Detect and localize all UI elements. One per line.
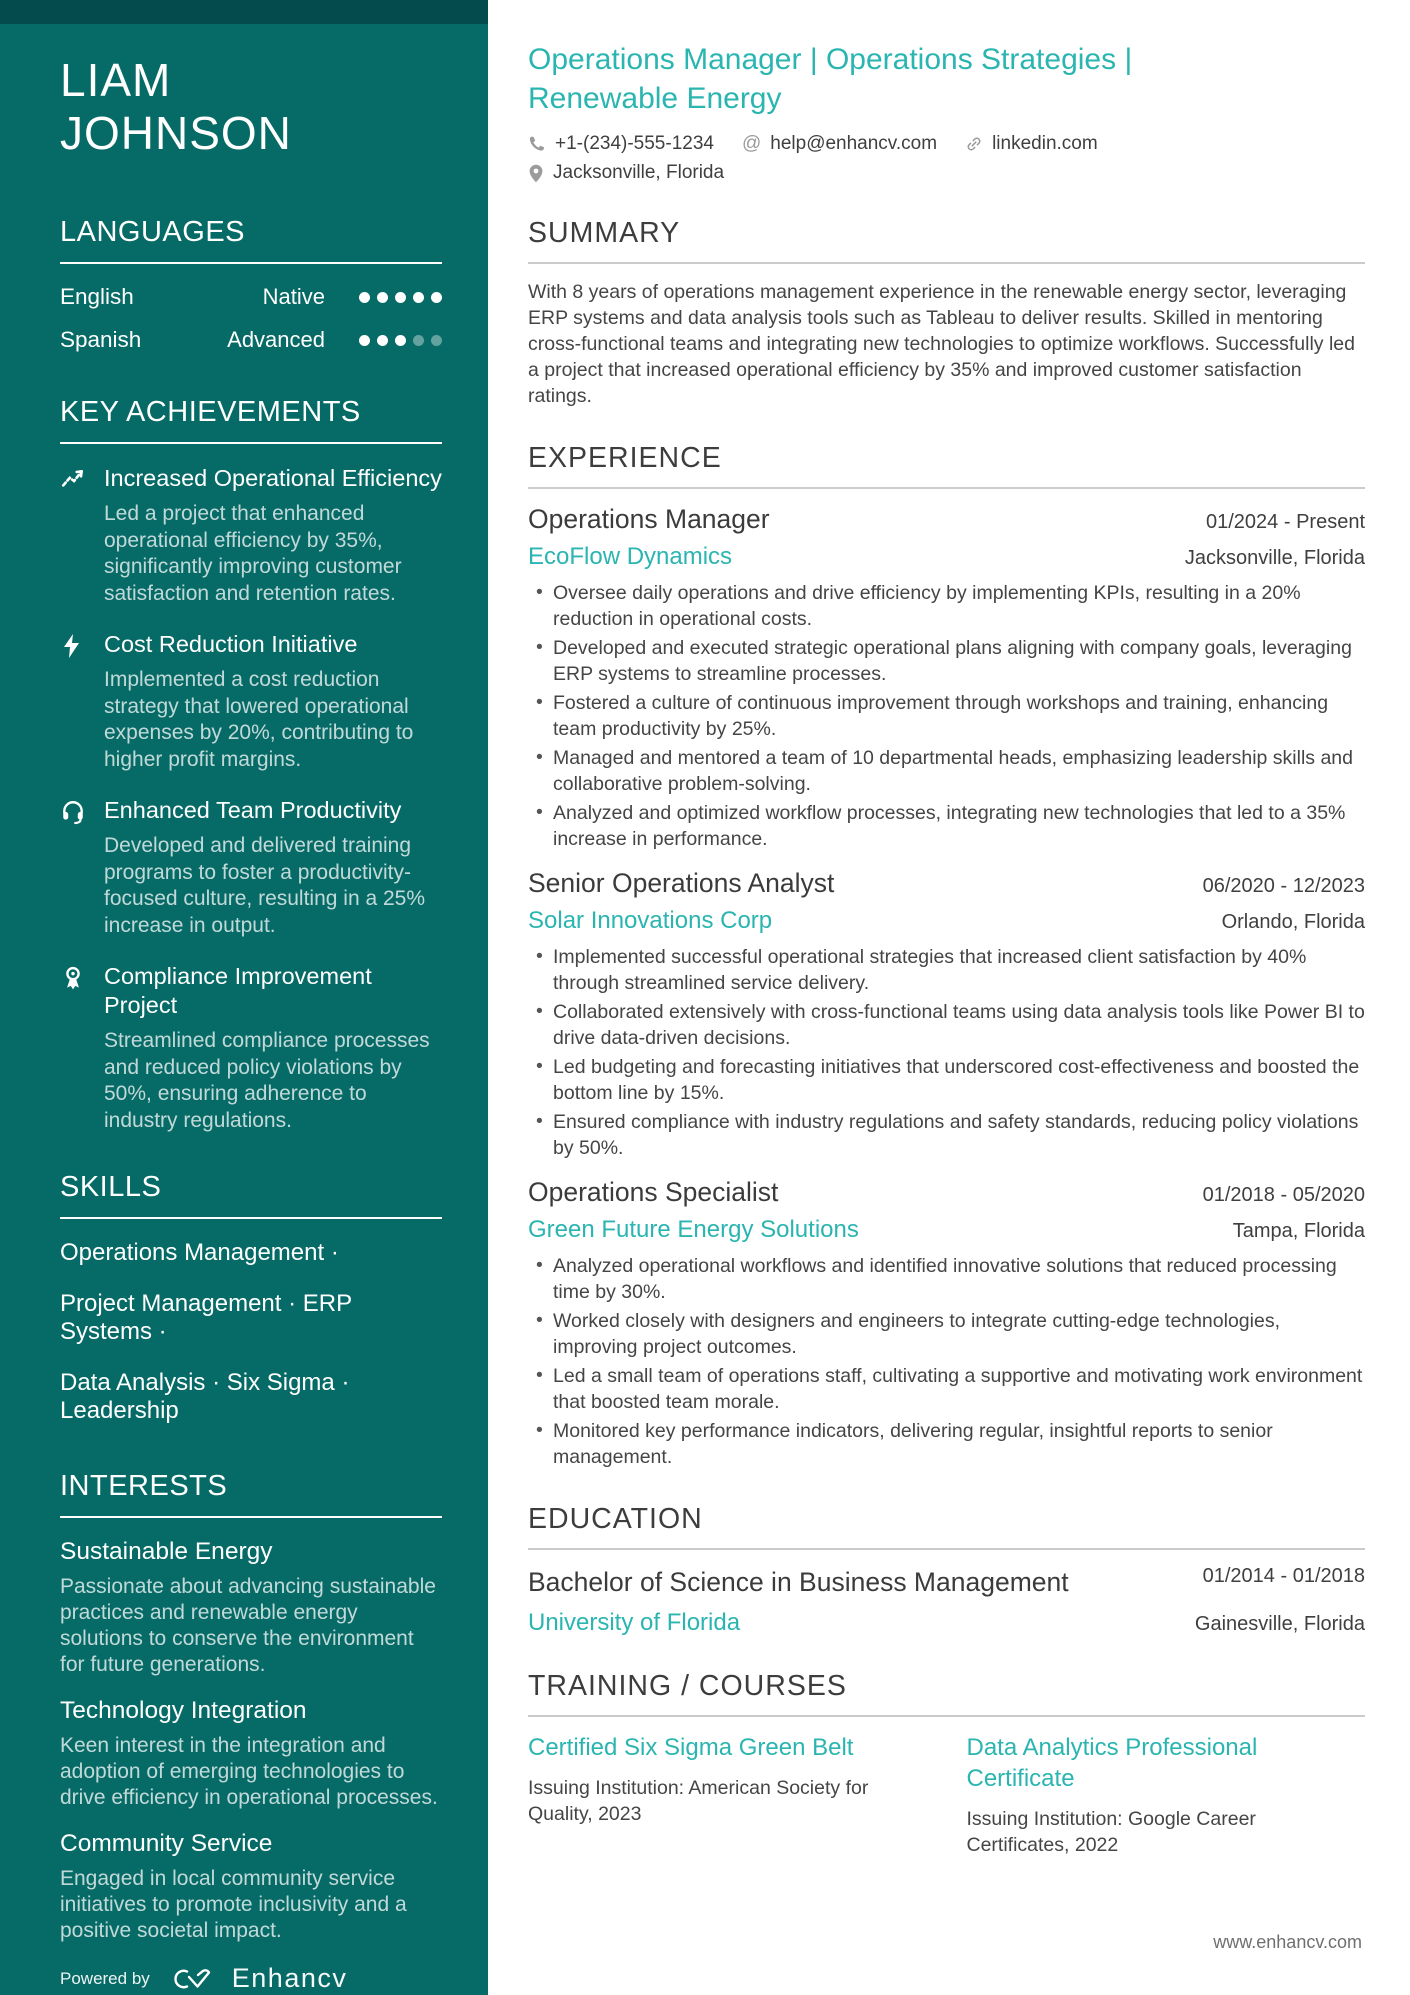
location-text: Jacksonville, Florida	[553, 162, 725, 183]
sidebar-top-band	[0, 0, 488, 24]
location-contact	[528, 162, 724, 184]
skills-line: Project Management · ERP Systems ·	[60, 1290, 352, 1345]
achievement-title: Enhanced Team Productivity	[104, 797, 402, 823]
language-level: Advanced	[227, 327, 325, 352]
trending-arrow-icon	[60, 464, 88, 607]
location-pin-icon	[528, 164, 544, 183]
phone-contact	[528, 133, 714, 155]
powered-by-footer	[60, 1963, 442, 1995]
interest-description: Keen interest in the integration and adoption of emerging technologies to drive efficiency in operational processes.	[60, 1734, 438, 1809]
course-institution: Issuing Institution: Google Career Certificates, 2022	[966, 1808, 1256, 1856]
language-proficiency-dots	[359, 335, 442, 346]
course-institution: Issuing Institution: American Society for Quality, 2023	[528, 1777, 869, 1825]
interest-description: Passionate about advancing sustainable practices and renewable energy solutions to conserve the environment for future generations.	[60, 1575, 436, 1676]
experience-entry	[528, 504, 1365, 852]
job-bullet-list	[528, 1253, 1365, 1470]
proficiency-dot	[431, 292, 442, 303]
enhancv-logo-icon[interactable]	[168, 1965, 214, 1993]
job-bullet-list	[528, 944, 1365, 1161]
proficiency-dot	[413, 292, 424, 303]
experience-entry	[528, 868, 1365, 1161]
achievement-title: Increased Operational Efficiency	[104, 465, 442, 491]
language-name: Spanish	[60, 327, 142, 352]
job-bullet: • Monitored key performance indicators, delivering regular, insightful reports to senior management.	[528, 1418, 1365, 1470]
education-dates: 01/2014 - 01/2018	[1202, 1565, 1365, 1587]
skills-line: Data Analysis · Six Sigma · Leadership	[60, 1369, 350, 1424]
job-title: Senior Operations Analyst	[528, 868, 835, 898]
job-bullet: • Implemented successful operational strategies that increased client satisfaction by 40% through streamlined service delivery.	[528, 944, 1365, 996]
degree-title: Bachelor of Science in Business Management	[528, 1567, 1069, 1597]
job-bullet: • Oversee daily operations and drive efficiency by implementing KPIs, resulting in a 20% reduction in operational costs.	[528, 580, 1365, 632]
skills-heading: SKILLS	[60, 1171, 442, 1219]
interests-heading: INTERESTS	[60, 1470, 442, 1518]
key-achievements-section	[60, 396, 442, 1157]
job-bullet: • Managed and mentored a team of 10 departmental heads, emphasizing leadership skills and collaborative problem-solving.	[528, 745, 1365, 797]
language-row	[60, 284, 442, 310]
proficiency-dot	[359, 292, 370, 303]
main-column	[488, 0, 1410, 1995]
contact-block	[528, 133, 1365, 184]
course-title: Certified Six Sigma Green Belt	[528, 1734, 854, 1761]
proficiency-dot	[395, 335, 406, 346]
interest-title: Sustainable Energy	[60, 1538, 273, 1565]
job-dates: 01/2024 - Present	[1206, 511, 1365, 533]
phone-icon	[528, 135, 546, 153]
job-bullet: • Led budgeting and forecasting initiatives that underscored cost-effectiveness and boosted the bottom line by 15%.	[528, 1054, 1365, 1106]
achievement-title: Cost Reduction Initiative	[104, 631, 358, 657]
interest-item	[60, 1830, 442, 1944]
school-name: University of Florida	[528, 1609, 741, 1636]
lightning-icon	[60, 630, 88, 773]
at-icon: @	[741, 133, 762, 154]
proficiency-dot	[359, 335, 370, 346]
proficiency-dot	[431, 335, 442, 346]
achievement-item	[60, 630, 442, 773]
course-title: Data Analytics Professional Certificate	[966, 1734, 1258, 1792]
key-achievements-heading: KEY ACHIEVEMENTS	[60, 396, 442, 444]
language-level: Native	[262, 284, 325, 309]
education-heading: EDUCATION	[528, 1503, 1365, 1550]
job-bullet: • Worked closely with designers and engineers to integrate cutting-edge technologies, improving project outcomes.	[528, 1308, 1365, 1360]
company-name: EcoFlow Dynamics	[528, 543, 733, 570]
job-bullet: • Developed and executed strategic operational plans aligning with company goals, leveraging ERP systems to streamline processes.	[528, 635, 1365, 687]
experience-entry	[528, 1177, 1365, 1470]
job-title: Operations Specialist	[528, 1177, 779, 1207]
job-bullet: • Analyzed and optimized workflow processes, integrating new technologies that led to a 35% increase in performance.	[528, 800, 1365, 852]
enhancv-site-link[interactable]: www.enhancv.com	[1213, 1932, 1362, 1952]
course-entry	[528, 1732, 927, 1858]
job-bullet: • Led a small team of operations staff, cultivating a supportive and motivating work environment that boosted team morale.	[528, 1363, 1365, 1415]
achievement-description: Streamlined compliance processes and reduced policy violations by 50%, ensuring adherence to industry regulations.	[104, 1029, 430, 1132]
headset-icon	[60, 796, 88, 939]
candidate-name-line2: JOHNSON	[60, 107, 292, 159]
language-name: English	[60, 284, 134, 309]
interest-item	[60, 1697, 442, 1811]
interest-title: Community Service	[60, 1830, 273, 1857]
email-address[interactable]: help@enhancv.com	[770, 133, 938, 154]
job-bullet: • Collaborated extensively with cross-functional teams using data analysis tools like Power BI to drive data-driven decisions.	[528, 999, 1365, 1051]
language-row	[60, 327, 442, 353]
sidebar	[0, 0, 488, 1995]
job-bullet: • Ensured compliance with industry regulations and safety standards, reducing policy violations by 50%.	[528, 1109, 1365, 1161]
email-contact[interactable]	[742, 133, 937, 155]
job-location: Tampa, Florida	[1232, 1220, 1365, 1242]
contact-row	[528, 133, 1365, 155]
achievement-description: Implemented a cost reduction strategy that lowered operational expenses by 20%, contributing to higher profit margins.	[104, 668, 414, 771]
summary-text: With 8 years of operations management experience in the renewable energy sector, leveraging ERP systems and data analysis tools such as Tableau to deliver results. Skilled in mentoring cross-functional teams and integrating new technologies to optimize workflows. Successfully led a project that increased operational efficiency by 35% and improved customer satisfaction ratings.	[528, 281, 1355, 407]
achievement-description: Led a project that enhanced operational efficiency by 35%, significantly improving customer satisfaction and retention rates.	[104, 502, 402, 605]
job-location: Jacksonville, Florida	[1184, 547, 1365, 569]
experience-heading: EXPERIENCE	[528, 442, 1365, 489]
medal-icon	[60, 962, 88, 1134]
training-heading: TRAINING / COURSES	[528, 1670, 1365, 1717]
job-bullet: • Fostered a culture of continuous improvement through workshops and training, enhancing team productivity by 25%.	[528, 690, 1365, 742]
candidate-name-line1: LIAM	[60, 54, 172, 106]
job-dates: 01/2018 - 05/2020	[1202, 1184, 1365, 1206]
achievement-item	[60, 796, 442, 939]
company-name: Green Future Energy Solutions	[528, 1216, 859, 1243]
candidate-name	[60, 54, 442, 160]
interests-section	[60, 1470, 442, 1963]
skills-section	[60, 1171, 442, 1448]
job-location: Orlando, Florida	[1221, 911, 1365, 933]
education-location: Gainesville, Florida	[1194, 1613, 1365, 1635]
education-entry	[528, 1565, 1365, 1637]
interest-description: Engaged in local community service initiatives to promote inclusivity and a positive societal impact.	[60, 1867, 407, 1942]
powered-by-label: Powered by	[60, 1968, 150, 1988]
contact-row	[528, 162, 1365, 184]
interest-item	[60, 1538, 442, 1678]
achievement-item	[60, 464, 442, 607]
achievement-title: Compliance Improvement Project	[104, 963, 372, 1018]
website-contact[interactable]	[965, 133, 1098, 155]
enhancv-brand-label[interactable]: Enhancv	[231, 1963, 348, 1993]
summary-heading: SUMMARY	[528, 217, 1365, 264]
proficiency-dot	[377, 292, 388, 303]
resume-headline-line2: Renewable Energy	[528, 82, 782, 115]
resume-headline	[528, 40, 1288, 118]
website-url[interactable]: linkedin.com	[992, 133, 1098, 154]
resume-headline-line1: Operations Manager | Operations Strategies |	[528, 43, 1133, 76]
job-dates: 06/2020 - 12/2023	[1202, 875, 1365, 897]
link-icon	[965, 135, 983, 153]
job-bullet-list	[528, 580, 1365, 852]
achievement-description: Developed and delivered training programs to foster a productivity-focused culture, resulting in a 25% increase in output.	[104, 834, 426, 937]
achievement-item	[60, 962, 442, 1134]
language-proficiency-dots	[359, 292, 442, 303]
job-bullet: • Analyzed operational workflows and identified innovative solutions that reduced processing time by 30%.	[528, 1253, 1365, 1305]
proficiency-dot	[395, 292, 406, 303]
job-title: Operations Manager	[528, 504, 770, 534]
company-name: Solar Innovations Corp	[528, 907, 773, 934]
course-entry	[967, 1732, 1366, 1858]
interest-title: Technology Integration	[60, 1697, 307, 1724]
languages-section	[60, 216, 442, 370]
phone-number: +1-(234)-555-1234	[555, 133, 714, 154]
skills-line: Operations Management ·	[60, 1239, 339, 1266]
training-grid	[528, 1732, 1365, 1858]
proficiency-dot	[377, 335, 388, 346]
languages-heading: LANGUAGES	[60, 216, 442, 264]
proficiency-dot	[413, 335, 424, 346]
